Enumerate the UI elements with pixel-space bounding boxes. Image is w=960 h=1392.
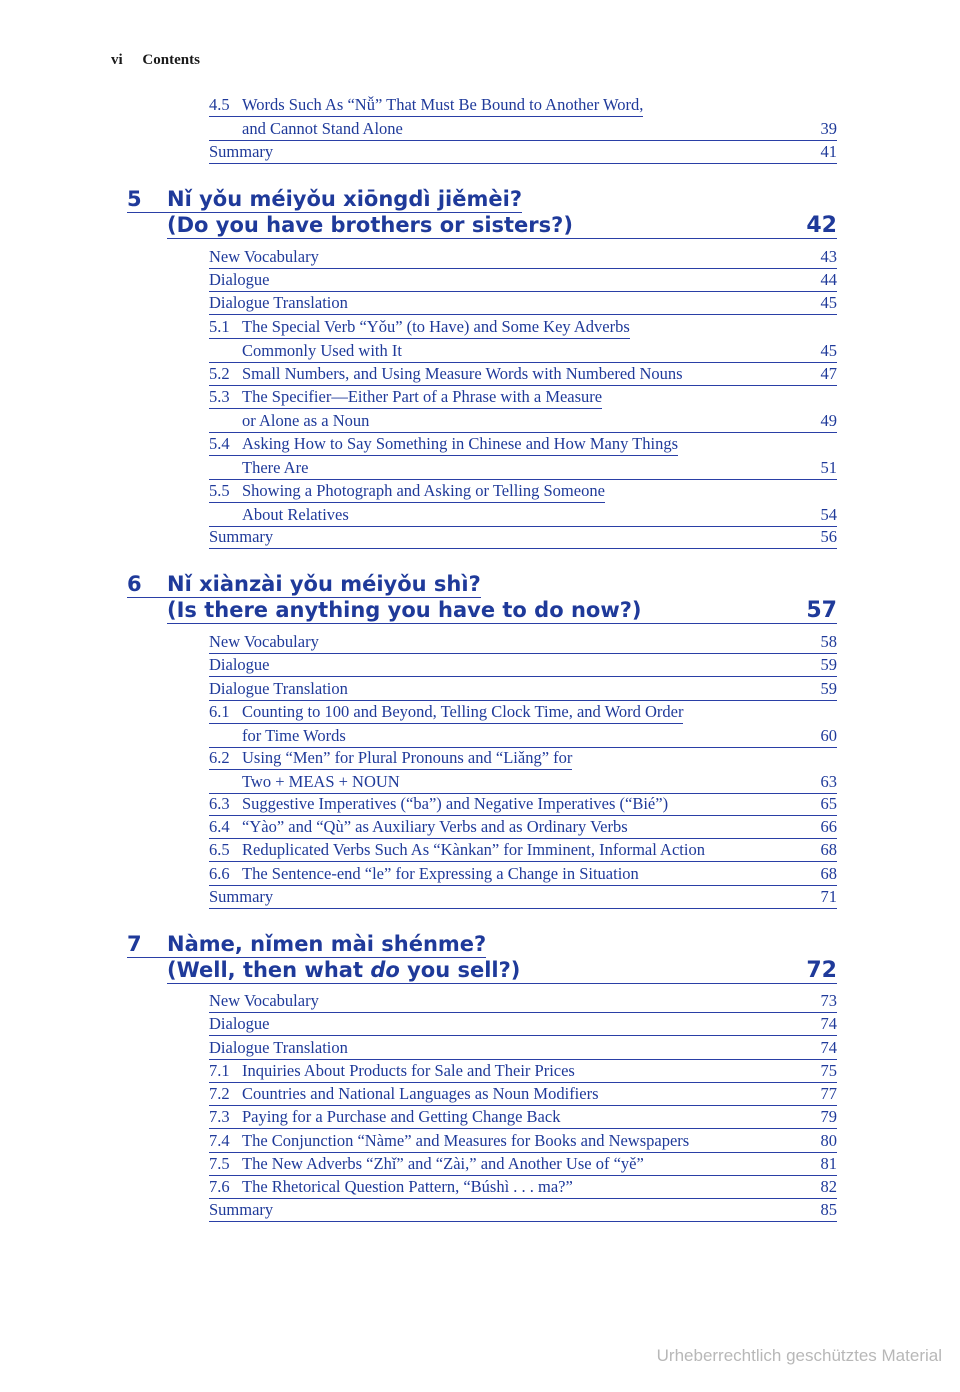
page-ref: 44	[820, 270, 837, 289]
chapter-subtitle: (Well, then what do you sell?)	[167, 958, 521, 982]
toc-entry-summary[interactable]: Summary 41	[209, 140, 837, 164]
chapter-7-heading[interactable]	[127, 932, 837, 984]
page-ref: 58	[820, 632, 837, 651]
toc-entry-5-2[interactable]: 5.2 Small Numbers, and Using Measure Words with Numbered Nouns 47	[209, 362, 837, 386]
toc-entry-5-1[interactable]: 5.1 The Special Verb “Yǒu” (to Have) and Some Key Adverbs Commonly Used with It 45	[209, 315, 837, 363]
toc-entry-7-4[interactable]: 7.4 The Conjunction “Nàme” and Measures for Books and Newspapers 80	[209, 1129, 837, 1153]
page-ref: 68	[820, 864, 837, 883]
toc-entry-7-2[interactable]: 7.2 Countries and National Languages as Noun Modifiers 77	[209, 1082, 837, 1106]
page-ref: 74	[820, 1014, 837, 1033]
toc-entry-5-5[interactable]: 5.5 Showing a Photograph and Asking or Telling Someone About Relatives 54	[209, 479, 837, 527]
toc-entry-7-6[interactable]: 7.6 The Rhetorical Question Pattern, “Búshì . . . ma?” 82	[209, 1175, 837, 1199]
chapter-page: 72	[806, 958, 837, 983]
page-ref: 75	[820, 1061, 837, 1080]
page-number: vi	[111, 52, 123, 68]
page-ref: 66	[820, 817, 837, 836]
running-head-title: Contents	[142, 52, 200, 68]
page-ref: 60	[820, 726, 837, 745]
page-ref: 51	[820, 458, 837, 477]
toc-entry-7-1[interactable]: 7.1 Inquiries About Products for Sale and Their Prices 75	[209, 1059, 837, 1083]
page-ref: 41	[820, 142, 837, 161]
page-ref: 68	[820, 840, 837, 859]
toc-entry-6-6[interactable]: 6.6 The Sentence-end “le” for Expressing a Change in Situation 68	[209, 862, 837, 886]
toc-entry-7-3[interactable]: 7.3 Paying for a Purchase and Getting Change Back 79	[209, 1105, 837, 1129]
toc-entry-7-5[interactable]: 7.5 The New Adverbs “Zhǐ” and “Zài,” and Another Use of “yě” 81	[209, 1152, 837, 1176]
toc-entry-6-1[interactable]: 6.1 Counting to 100 and Beyond, Telling Clock Time, and Word Order for Time Words 60	[209, 700, 837, 748]
toc-entry-summary[interactable]: Summary 71	[209, 885, 837, 909]
toc-entry-dialogue[interactable]: Dialogue 44	[209, 268, 837, 292]
toc-entry-dialogue-translation[interactable]: Dialogue Translation 45	[209, 291, 837, 315]
toc-entry-6-5[interactable]: 6.5 Reduplicated Verbs Such As “Kànkan” for Imminent, Informal Action 68	[209, 838, 837, 862]
chapter-title: Nǐ xiànzài yǒu méiyǒu shì?	[167, 572, 481, 596]
page-ref: 45	[820, 341, 837, 360]
toc-entry-6-3[interactable]: 6.3 Suggestive Imperatives (“ba”) and Negative Imperatives (“Bié”) 65	[209, 792, 837, 816]
chapter-subtitle: (Is there anything you have to do now?)	[167, 598, 642, 622]
page-ref: 80	[820, 1131, 837, 1150]
page-ref: 47	[820, 364, 837, 383]
chapter-title: Nàme, nǐmen mài shénme?	[167, 932, 487, 956]
toc-entry-new-vocabulary[interactable]: New Vocabulary 73	[209, 989, 837, 1013]
page-ref: 43	[820, 247, 837, 266]
page-ref: 54	[820, 505, 837, 524]
chapter-page: 57	[806, 598, 837, 623]
page-ref: 65	[820, 794, 837, 813]
page-ref: 71	[820, 887, 837, 906]
page-ref: 77	[820, 1084, 837, 1103]
chapter-5-heading[interactable]	[127, 187, 837, 239]
page-ref: 45	[820, 293, 837, 312]
toc-entry-new-vocabulary[interactable]: New Vocabulary 58	[209, 630, 837, 654]
toc-entry-dialogue[interactable]: Dialogue 74	[209, 1012, 837, 1036]
page-ref: 82	[820, 1177, 837, 1196]
chapter-subtitle: (Do you have brothers or sisters?)	[167, 213, 573, 237]
chapter-number: 7	[127, 932, 167, 958]
toc-entry-6-4[interactable]: 6.4 “Yào” and “Qù” as Auxiliary Verbs and as Ordinary Verbs 66	[209, 815, 837, 839]
toc-entry-summary[interactable]: Summary 85	[209, 1198, 837, 1222]
page-ref: 59	[820, 679, 837, 698]
page-ref: 79	[820, 1107, 837, 1126]
copyright-watermark: Urheberrechtlich geschütztes Material	[656, 1346, 942, 1365]
page-ref: 74	[820, 1038, 837, 1057]
toc-entry-new-vocabulary[interactable]: New Vocabulary 43	[209, 245, 837, 269]
page-ref: 39	[820, 119, 837, 138]
page-ref: 81	[820, 1154, 837, 1173]
chapter-title: Nǐ yǒu méiyǒu xiōngdì jiěmèi?	[167, 187, 523, 211]
toc-entry-dialogue-translation[interactable]: Dialogue Translation 74	[209, 1036, 837, 1060]
page-ref: 56	[820, 527, 837, 546]
toc-entry-dialogue[interactable]: Dialogue 59	[209, 653, 837, 677]
chapter-6-heading[interactable]	[127, 572, 837, 624]
toc-entry-4-5[interactable]: 4.5 Words Such As “Nǚ” That Must Be Bound to Another Word, and Cannot Stand Alone 39	[209, 93, 837, 141]
toc-entry-5-4[interactable]: 5.4 Asking How to Say Something in Chinese and How Many Things There Are 51	[209, 432, 837, 480]
page-ref: 73	[820, 991, 837, 1010]
page-ref: 85	[820, 1200, 837, 1219]
chapter-number: 5	[127, 187, 167, 213]
toc-entry-6-2[interactable]: 6.2 Using “Men” for Plural Pronouns and “Liǎng” for Two + MEAS + NOUN 63	[209, 746, 837, 794]
chapter-number: 6	[127, 572, 167, 598]
toc-entry-summary[interactable]: Summary 56	[209, 525, 837, 549]
chapter-page: 42	[806, 213, 837, 238]
page-ref: 63	[820, 772, 837, 791]
toc-entry-5-3[interactable]: 5.3 The Specifier—Either Part of a Phrase with a Measure or Alone as a Noun 49	[209, 385, 837, 433]
running-head	[111, 52, 200, 69]
page-ref: 59	[820, 655, 837, 674]
page-ref: 49	[820, 411, 837, 430]
toc-entry-dialogue-translation[interactable]: Dialogue Translation 59	[209, 677, 837, 701]
